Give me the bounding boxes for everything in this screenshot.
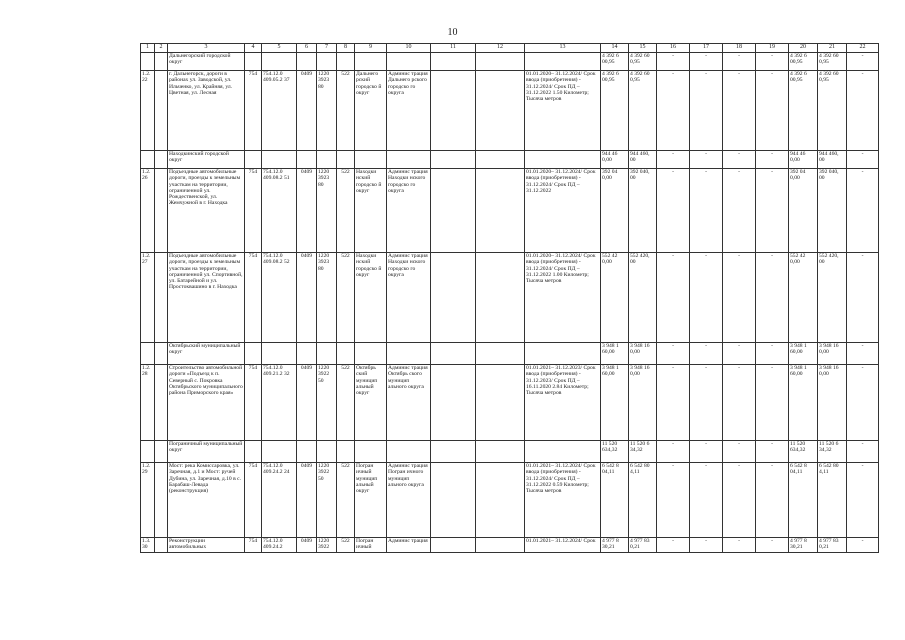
cell-col-1 <box>141 343 155 365</box>
cell-col-7 <box>317 53 337 71</box>
column-number: 10 <box>387 44 431 53</box>
cell-col-8 <box>337 53 355 71</box>
cell-col-3: Подъездные автомобильные дороги, проезды к земельным участкам на территории, ограниченной ул. Рождественской, ул. Жемчужной в г. Находка <box>168 169 245 253</box>
cell-col-14: 11 520 634,32 <box>601 441 629 463</box>
cell-col-8 <box>337 151 355 169</box>
cell-col-22: - <box>847 253 879 343</box>
cell-col-22: - <box>847 151 879 169</box>
column-number: 22 <box>847 44 879 53</box>
cell-col-18: - <box>723 365 756 441</box>
cell-col-12 <box>476 441 525 463</box>
cell-col-6 <box>297 441 317 463</box>
cell-col-5: 754.12.0 409.24.2 <box>262 538 297 553</box>
cell-col-16: - <box>657 343 690 365</box>
cell-col-17: - <box>690 169 723 253</box>
column-number: 2 <box>155 44 168 53</box>
cell-col-14: 392 04 0,00 <box>601 169 629 253</box>
cell-col-14: 552 42 0,00 <box>601 253 629 343</box>
cell-col-19: - <box>756 463 789 538</box>
cell-col-6: 0409 <box>297 169 317 253</box>
cell-col-20: 944 46 0,00 <box>789 151 818 169</box>
cell-col-12 <box>476 538 525 553</box>
cell-col-19: - <box>756 169 789 253</box>
cell-col-10 <box>387 441 431 463</box>
cell-col-14: 4 392 6 00,95 <box>601 53 629 71</box>
cell-col-2 <box>155 169 168 253</box>
cell-col-17: - <box>690 538 723 553</box>
cell-col-20: 3 948 1 60,00 <box>789 343 818 365</box>
column-number: 12 <box>476 44 525 53</box>
cell-col-11 <box>431 343 476 365</box>
cell-col-8: 522 <box>337 365 355 441</box>
cell-col-10 <box>387 53 431 71</box>
cell-col-7 <box>317 441 337 463</box>
cell-col-8: 522 <box>337 71 355 151</box>
cell-col-6 <box>297 343 317 365</box>
cell-col-9: Находки нский городско й округ <box>355 253 387 343</box>
cell-col-22: - <box>847 441 879 463</box>
cell-col-20: 392 04 0,00 <box>789 169 818 253</box>
cell-col-15: 392 040, 00 <box>629 169 657 253</box>
cell-col-1: 1.2. 29 <box>141 463 155 538</box>
cell-col-18: - <box>723 71 756 151</box>
column-number: 7 <box>317 44 337 53</box>
cell-col-18: - <box>723 441 756 463</box>
cell-col-13: 01.01.2021– 31.12.2024/ Срок ввода (приобретения) - 31.12.2024/ Срок ПД – 31.12.2022 0.59 Километр; Тысяча метров <box>525 463 601 538</box>
cell-col-2 <box>155 343 168 365</box>
cell-col-20: 3 948 1 60,00 <box>789 365 818 441</box>
cell-col-16: - <box>657 151 690 169</box>
table-body <box>141 44 879 553</box>
cell-col-2 <box>155 71 168 151</box>
cell-col-1 <box>141 441 155 463</box>
cell-col-19: - <box>756 253 789 343</box>
cell-col-21: 3 948 16 0,00 <box>818 365 847 441</box>
cell-col-11 <box>431 253 476 343</box>
cell-col-6: 0409 <box>297 365 317 441</box>
cell-col-10 <box>387 343 431 365</box>
cell-col-19: - <box>756 53 789 71</box>
cell-col-21: 4 392 60 0,95 <box>818 53 847 71</box>
cell-col-1: 1.2. 28 <box>141 365 155 441</box>
cell-col-8 <box>337 441 355 463</box>
cell-col-9 <box>355 53 387 71</box>
cell-col-13 <box>525 343 601 365</box>
cell-col-21: 392 040, 00 <box>818 169 847 253</box>
cell-col-19: - <box>756 343 789 365</box>
cell-col-14: 3 948 1 60,00 <box>601 365 629 441</box>
cell-col-6 <box>297 151 317 169</box>
column-number: 15 <box>629 44 657 53</box>
page-number: 10 <box>447 27 458 38</box>
cell-col-22: - <box>847 169 879 253</box>
cell-col-21: 3 948 16 0,00 <box>818 343 847 365</box>
cell-col-15: 4 392 60 0,95 <box>629 53 657 71</box>
cell-col-16: - <box>657 441 690 463</box>
cell-col-17: - <box>690 53 723 71</box>
cell-col-18: - <box>723 343 756 365</box>
cell-col-5 <box>262 151 297 169</box>
cell-col-12 <box>476 169 525 253</box>
cell-col-7 <box>317 343 337 365</box>
cell-col-11 <box>431 151 476 169</box>
cell-col-3: Дальнегорский городской округ <box>168 53 245 71</box>
cell-col-3: г. Дальнегорск, дороги в районах ул. Заводской, ул. Ильченко, ул. Крайняя, ул. Цветная, ул. Лесная <box>168 71 245 151</box>
cell-col-21: 4 977 83 0,21 <box>818 538 847 553</box>
column-number: 8 <box>337 44 355 53</box>
cell-col-18: - <box>723 169 756 253</box>
cell-col-10: Админис трация Находки нского городско го округа <box>387 253 431 343</box>
cell-col-9: Дальнего рский городско й округ <box>355 71 387 151</box>
cell-col-3: Строительство автомобильной дороги «Подъезд к п. Северный с. Покровка Октябрьского муниципального района Приморского края» <box>168 365 245 441</box>
cell-col-13 <box>525 151 601 169</box>
cell-col-10: Админис трация <box>387 538 431 553</box>
cell-col-16: - <box>657 71 690 151</box>
column-number: 14 <box>601 44 629 53</box>
cell-col-21: 6 542 80 4,11 <box>818 463 847 538</box>
cell-col-22: - <box>847 538 879 553</box>
project-row <box>141 253 879 343</box>
cell-col-9 <box>355 343 387 365</box>
column-number: 13 <box>525 44 601 53</box>
cell-col-12 <box>476 343 525 365</box>
cell-col-7: 1220 3922 <box>317 538 337 553</box>
cell-col-9: Октябрь ский муницип альный округ <box>355 365 387 441</box>
cell-col-12 <box>476 365 525 441</box>
cell-col-13: 01.01.2020– 31.12.2024/ Срок ввода (приобретения) - 31.12.2024/ Срок ПД – 31.12.2022 1.50 Километр; Тысяча метров <box>525 71 601 151</box>
cell-col-5: 754.12.0 409.21.2 32 <box>262 365 297 441</box>
cell-col-17: - <box>690 441 723 463</box>
cell-col-6: 0409 <box>297 538 317 553</box>
cell-col-16: - <box>657 169 690 253</box>
column-number: 3 <box>168 44 245 53</box>
cell-col-4: 754 <box>245 71 262 151</box>
cell-col-22: - <box>847 53 879 71</box>
cell-col-1: 1.2. 22 <box>141 71 155 151</box>
cell-col-2 <box>155 53 168 71</box>
cell-col-2 <box>155 151 168 169</box>
cell-col-14: 4 392 6 00,95 <box>601 71 629 151</box>
cell-col-21: 944 460, 00 <box>818 151 847 169</box>
cell-col-2 <box>155 538 168 553</box>
cell-col-11 <box>431 71 476 151</box>
cell-col-17: - <box>690 71 723 151</box>
project-row <box>141 538 879 553</box>
cell-col-11 <box>431 169 476 253</box>
cell-col-8: 522 <box>337 169 355 253</box>
column-number: 16 <box>657 44 690 53</box>
cell-col-20: 4 977 8 30,21 <box>789 538 818 553</box>
project-row <box>141 71 879 151</box>
cell-col-2 <box>155 463 168 538</box>
cell-col-11 <box>431 53 476 71</box>
cell-col-1: 1.2. 27 <box>141 253 155 343</box>
cell-col-18: - <box>723 253 756 343</box>
cell-col-19: - <box>756 365 789 441</box>
cell-col-6: 0409 <box>297 253 317 343</box>
cell-col-11 <box>431 365 476 441</box>
cell-col-5: 754.12.0 409.24.2 24 <box>262 463 297 538</box>
cell-col-5 <box>262 53 297 71</box>
cell-col-14: 3 948 1 60,00 <box>601 343 629 365</box>
column-number: 20 <box>789 44 818 53</box>
region-subtotal-row <box>141 53 879 71</box>
cell-col-8: 522 <box>337 538 355 553</box>
cell-col-19: - <box>756 151 789 169</box>
cell-col-6 <box>297 53 317 71</box>
project-row <box>141 365 879 441</box>
cell-col-6: 0409 <box>297 463 317 538</box>
cell-col-10: Админис трация Находки нского городско го округа <box>387 169 431 253</box>
column-number: 21 <box>818 44 847 53</box>
cell-col-7: 1220 3923 80 <box>317 169 337 253</box>
cell-col-13: 01.01.2021– 31.12.2023/ Срок ввода (приобретения) - 31.12.2023/ Срок ПД – 16.11.2020 2.84 Километр; Тысяча метров <box>525 365 601 441</box>
cell-col-9: Погран ичный муницип альный округ <box>355 463 387 538</box>
cell-col-13: 01.01.2020– 31.12.2024/ Срок ввода (приобретения) - 31.12.2024/ Срок ПД – 31.12.2022 <box>525 169 601 253</box>
cell-col-4: 754 <box>245 538 262 553</box>
registry-table <box>140 43 879 553</box>
cell-col-20: 11 520 634,32 <box>789 441 818 463</box>
cell-col-15: 4 977 83 0,21 <box>629 538 657 553</box>
cell-col-4 <box>245 343 262 365</box>
cell-col-7: 1220 3922 50 <box>317 463 337 538</box>
cell-col-3: Находкинский городской округ <box>168 151 245 169</box>
cell-col-17: - <box>690 253 723 343</box>
cell-col-12 <box>476 253 525 343</box>
cell-col-5 <box>262 441 297 463</box>
cell-col-22: - <box>847 343 879 365</box>
cell-col-22: - <box>847 365 879 441</box>
cell-col-4: 754 <box>245 365 262 441</box>
cell-col-21: 552 420, 00 <box>818 253 847 343</box>
cell-col-4: 754 <box>245 463 262 538</box>
cell-col-18: - <box>723 151 756 169</box>
cell-col-2 <box>155 253 168 343</box>
cell-col-3: Октябрьский муниципальный округ <box>168 343 245 365</box>
cell-col-3: Подъездные автомобильные дороги, проезды к земельным участкам на территории, ограниченной ул. Спортивной, ул. Батарейной и ул. Простоквашино в г. Находка <box>168 253 245 343</box>
cell-col-20: 552 42 0,00 <box>789 253 818 343</box>
cell-col-18: - <box>723 53 756 71</box>
cell-col-5: 754.12.0 409.05.2 37 <box>262 71 297 151</box>
cell-col-22: - <box>847 71 879 151</box>
cell-col-4: 754 <box>245 253 262 343</box>
cell-col-9: Погран ичный <box>355 538 387 553</box>
cell-col-3: Пограничный муниципальный округ <box>168 441 245 463</box>
cell-col-21: 11 520 6 34,32 <box>818 441 847 463</box>
cell-col-1: 1.3. 30 <box>141 538 155 553</box>
cell-col-16: - <box>657 53 690 71</box>
column-number: 1 <box>141 44 155 53</box>
cell-col-18: - <box>723 538 756 553</box>
cell-col-13: 01.01.2021– 31.12.2024/ Срок <box>525 538 601 553</box>
cell-col-1 <box>141 151 155 169</box>
cell-col-5: 754.12.0 409.08.2 52 <box>262 253 297 343</box>
cell-col-7: 1220 3923 80 <box>317 253 337 343</box>
cell-col-19: - <box>756 441 789 463</box>
cell-col-20: 4 392 6 00,95 <box>789 53 818 71</box>
cell-col-14: 4 977 8 30,21 <box>601 538 629 553</box>
cell-col-12 <box>476 53 525 71</box>
cell-col-10: Админис трация Октябрь ского муницип ального округа <box>387 365 431 441</box>
cell-col-9 <box>355 441 387 463</box>
cell-col-8: 522 <box>337 253 355 343</box>
cell-col-3: Мост: река Комиссаровка, ул. Заречная, д.1 и Мост: ручей Дубина, ул. Заречная, д.10 в с. Барабаш-Левада (реконструкция) <box>168 463 245 538</box>
cell-col-10 <box>387 151 431 169</box>
cell-col-11 <box>431 463 476 538</box>
cell-col-16: - <box>657 365 690 441</box>
column-number: 19 <box>756 44 789 53</box>
cell-col-14: 944 46 0,00 <box>601 151 629 169</box>
cell-col-4 <box>245 151 262 169</box>
cell-col-15: 6 542 80 4,11 <box>629 463 657 538</box>
column-number: 17 <box>690 44 723 53</box>
column-number-row <box>141 44 879 53</box>
column-number: 6 <box>297 44 317 53</box>
column-number: 18 <box>723 44 756 53</box>
cell-col-7: 1220 3923 80 <box>317 71 337 151</box>
region-subtotal-row <box>141 343 879 365</box>
cell-col-22: - <box>847 463 879 538</box>
cell-col-4: 754 <box>245 169 262 253</box>
cell-col-5 <box>262 343 297 365</box>
cell-col-11 <box>431 441 476 463</box>
cell-col-6: 0409 <box>297 71 317 151</box>
cell-col-15: 4 392 60 0,95 <box>629 71 657 151</box>
cell-col-19: - <box>756 71 789 151</box>
cell-col-1 <box>141 53 155 71</box>
cell-col-15: 552 420, 00 <box>629 253 657 343</box>
cell-col-7 <box>317 151 337 169</box>
region-subtotal-row <box>141 151 879 169</box>
cell-col-16: - <box>657 538 690 553</box>
project-row <box>141 169 879 253</box>
cell-col-17: - <box>690 343 723 365</box>
project-row <box>141 463 879 538</box>
region-subtotal-row <box>141 441 879 463</box>
cell-col-15: 3 948 16 0,00 <box>629 365 657 441</box>
cell-col-4 <box>245 53 262 71</box>
cell-col-12 <box>476 151 525 169</box>
cell-col-3: Реконструкции автомобильных <box>168 538 245 553</box>
cell-col-5: 754.12.0 409.08.2 51 <box>262 169 297 253</box>
cell-col-2 <box>155 365 168 441</box>
cell-col-13 <box>525 441 601 463</box>
cell-col-4 <box>245 441 262 463</box>
cell-col-17: - <box>690 151 723 169</box>
cell-col-10: Админис трация Погран ичного муницип ального округа <box>387 463 431 538</box>
column-number: 9 <box>355 44 387 53</box>
cell-col-13 <box>525 53 601 71</box>
cell-col-12 <box>476 463 525 538</box>
cell-col-1: 1.2. 26 <box>141 169 155 253</box>
cell-col-19: - <box>756 538 789 553</box>
cell-col-7: 1220 3922 50 <box>317 365 337 441</box>
cell-col-9 <box>355 151 387 169</box>
cell-col-10: Админис трация Дальнего рского городско го округа <box>387 71 431 151</box>
cell-col-20: 4 392 6 00,95 <box>789 71 818 151</box>
cell-col-8: 522 <box>337 463 355 538</box>
cell-col-16: - <box>657 463 690 538</box>
cell-col-8 <box>337 343 355 365</box>
cell-col-17: - <box>690 463 723 538</box>
cell-col-13: 01.01.2020– 31.12.2024/ Срок ввода (приобретения) - 31.12.2024/ Срок ПД – 31.12.2022 1.00 Километр; Тысяча метров <box>525 253 601 343</box>
cell-col-11 <box>431 538 476 553</box>
column-number: 4 <box>245 44 262 53</box>
cell-col-2 <box>155 441 168 463</box>
column-number: 5 <box>262 44 297 53</box>
cell-col-20: 6 542 8 04,11 <box>789 463 818 538</box>
cell-col-17: - <box>690 365 723 441</box>
column-number: 11 <box>431 44 476 53</box>
cell-col-15: 11 520 6 34,32 <box>629 441 657 463</box>
cell-col-15: 3 948 16 0,00 <box>629 343 657 365</box>
cell-col-21: 4 392 60 0,95 <box>818 71 847 151</box>
cell-col-18: - <box>723 463 756 538</box>
cell-col-12 <box>476 71 525 151</box>
cell-col-14: 6 542 8 04,11 <box>601 463 629 538</box>
cell-col-9: Находки нский городско й округ <box>355 169 387 253</box>
cell-col-15: 944 460, 00 <box>629 151 657 169</box>
cell-col-16: - <box>657 253 690 343</box>
